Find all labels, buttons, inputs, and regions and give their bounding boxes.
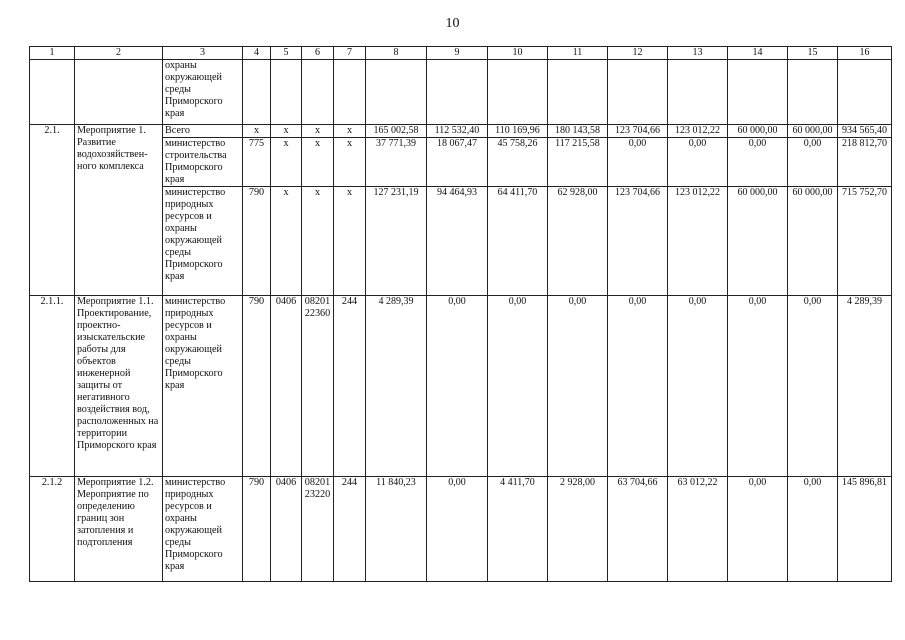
executor-cell: министерство природных ресурсов и охраны окружающей среды Приморского края <box>163 296 243 477</box>
name-cell: Мероприятие 1.2. Мероприятие по определению границ зон затопления и подтопления <box>75 477 163 582</box>
amount-cell: 934 565,40 <box>838 125 892 138</box>
amount-cell: 18 067,47 <box>427 138 488 187</box>
code-cell: x <box>271 125 302 138</box>
empty-cell <box>788 60 838 125</box>
empty-cell <box>608 60 668 125</box>
column-header: 1 <box>30 47 75 60</box>
executor-cell: министерство природных ресурсов и охраны окружающей среды Приморского края <box>163 187 243 296</box>
column-header: 13 <box>668 47 728 60</box>
amount-cell: 4 289,39 <box>838 296 892 477</box>
row-2-1-2 <box>30 477 892 582</box>
code-cell: x <box>334 187 366 296</box>
empty-cell <box>334 60 366 125</box>
amount-cell: 0,00 <box>728 138 788 187</box>
empty-cell <box>427 60 488 125</box>
amount-cell: 123 012,22 <box>668 125 728 138</box>
amount-cell: 0,00 <box>728 477 788 582</box>
code-cell: x <box>271 187 302 296</box>
amount-cell: 60 000,00 <box>788 187 838 296</box>
empty-cell <box>302 60 334 125</box>
code-cell: x <box>302 187 334 296</box>
amount-cell: 4 289,39 <box>366 296 427 477</box>
column-header: 15 <box>788 47 838 60</box>
amount-cell: 62 928,00 <box>548 187 608 296</box>
code-cell: 244 <box>334 477 366 582</box>
empty-cell <box>366 60 427 125</box>
num-cell: 2.1.2 <box>30 477 75 582</box>
column-header: 16 <box>838 47 892 60</box>
name-cell: Мероприятие 1. Развитие водохозяйствен- ного комплекса <box>75 125 163 296</box>
code-cell: 790 <box>243 296 271 477</box>
header-row <box>30 47 892 60</box>
empty-cell <box>548 60 608 125</box>
code-cell: 0406 <box>271 477 302 582</box>
code-cell: 08201 22360 <box>302 296 334 477</box>
amount-cell: 145 896,81 <box>838 477 892 582</box>
code-cell: x <box>243 125 271 138</box>
amount-cell: 112 532,40 <box>427 125 488 138</box>
row-2-1-1 <box>30 296 892 477</box>
column-header: 2 <box>75 47 163 60</box>
amount-cell: 37 771,39 <box>366 138 427 187</box>
amount-cell: 0,00 <box>427 477 488 582</box>
amount-cell: 127 231,19 <box>366 187 427 296</box>
column-header: 10 <box>488 47 548 60</box>
amount-cell: 123 012,22 <box>668 187 728 296</box>
amount-cell: 110 169,96 <box>488 125 548 138</box>
amount-cell: 0,00 <box>728 296 788 477</box>
amount-cell: 60 000,00 <box>728 125 788 138</box>
code-cell: 244 <box>334 296 366 477</box>
column-header: 6 <box>302 47 334 60</box>
amount-cell: 117 215,58 <box>548 138 608 187</box>
code-cell: x <box>302 125 334 138</box>
amount-cell: 0,00 <box>548 296 608 477</box>
num-cell: 2.1.1. <box>30 296 75 477</box>
column-header: 3 <box>163 47 243 60</box>
name-cell: Мероприятие 1.1. Проектирование, проектно- изыскательские работы для объектов инженерной защиты от негативного воздействия вод, расположенных на территории Приморского края <box>75 296 163 477</box>
amount-cell: 0,00 <box>668 296 728 477</box>
amount-cell: 0,00 <box>488 296 548 477</box>
code-cell: 790 <box>243 187 271 296</box>
amount-cell: 63 704,66 <box>608 477 668 582</box>
column-header: 12 <box>608 47 668 60</box>
amount-cell: 0,00 <box>788 477 838 582</box>
empty-cell <box>728 60 788 125</box>
column-header: 5 <box>271 47 302 60</box>
amount-cell: 180 143,58 <box>548 125 608 138</box>
amount-cell: 0,00 <box>788 138 838 187</box>
column-header: 8 <box>366 47 427 60</box>
continuation-row <box>30 60 892 125</box>
code-cell: 775 <box>243 138 271 187</box>
amount-cell: 0,00 <box>608 138 668 187</box>
amount-cell: 45 758,26 <box>488 138 548 187</box>
empty-cell <box>668 60 728 125</box>
column-header: 11 <box>548 47 608 60</box>
executor-cell: Всего <box>163 125 243 138</box>
amount-cell: 0,00 <box>668 138 728 187</box>
amount-cell: 0,00 <box>788 296 838 477</box>
empty-cell <box>838 60 892 125</box>
executor-cell: министерство природных ресурсов и охраны окружающей среды Приморского края <box>163 477 243 582</box>
page-number: 10 <box>445 16 460 31</box>
column-header: 14 <box>728 47 788 60</box>
code-cell: 0406 <box>271 296 302 477</box>
amount-cell: 63 012,22 <box>668 477 728 582</box>
empty-cell <box>243 60 271 125</box>
code-cell: x <box>271 138 302 187</box>
amount-cell: 4 411,70 <box>488 477 548 582</box>
amount-cell: 123 704,66 <box>608 125 668 138</box>
code-cell: 790 <box>243 477 271 582</box>
amount-cell: 60 000,00 <box>788 125 838 138</box>
amount-cell: 0,00 <box>608 296 668 477</box>
row-2-1-total <box>30 125 892 138</box>
amount-cell: 64 411,70 <box>488 187 548 296</box>
code-cell: x <box>334 125 366 138</box>
column-header: 9 <box>427 47 488 60</box>
amount-cell: 60 000,00 <box>728 187 788 296</box>
empty-cell <box>488 60 548 125</box>
amount-cell: 0,00 <box>427 296 488 477</box>
code-cell: x <box>334 138 366 187</box>
amount-cell: 218 812,70 <box>838 138 892 187</box>
num-cell <box>30 60 75 125</box>
amount-cell: 2 928,00 <box>548 477 608 582</box>
amount-cell: 123 704,66 <box>608 187 668 296</box>
budget-table <box>29 46 892 582</box>
executor-cell: охраны окружающей среды Приморского края <box>163 60 243 125</box>
code-cell: 08201 23220 <box>302 477 334 582</box>
executor-cell: министерство строительства Приморского края <box>163 138 243 187</box>
amount-cell: 11 840,23 <box>366 477 427 582</box>
amount-cell: 715 752,70 <box>838 187 892 296</box>
empty-cell <box>271 60 302 125</box>
column-header: 4 <box>243 47 271 60</box>
amount-cell: 165 002,58 <box>366 125 427 138</box>
num-cell: 2.1. <box>30 125 75 296</box>
column-header: 7 <box>334 47 366 60</box>
name-cell <box>75 60 163 125</box>
code-cell: x <box>302 138 334 187</box>
amount-cell: 94 464,93 <box>427 187 488 296</box>
